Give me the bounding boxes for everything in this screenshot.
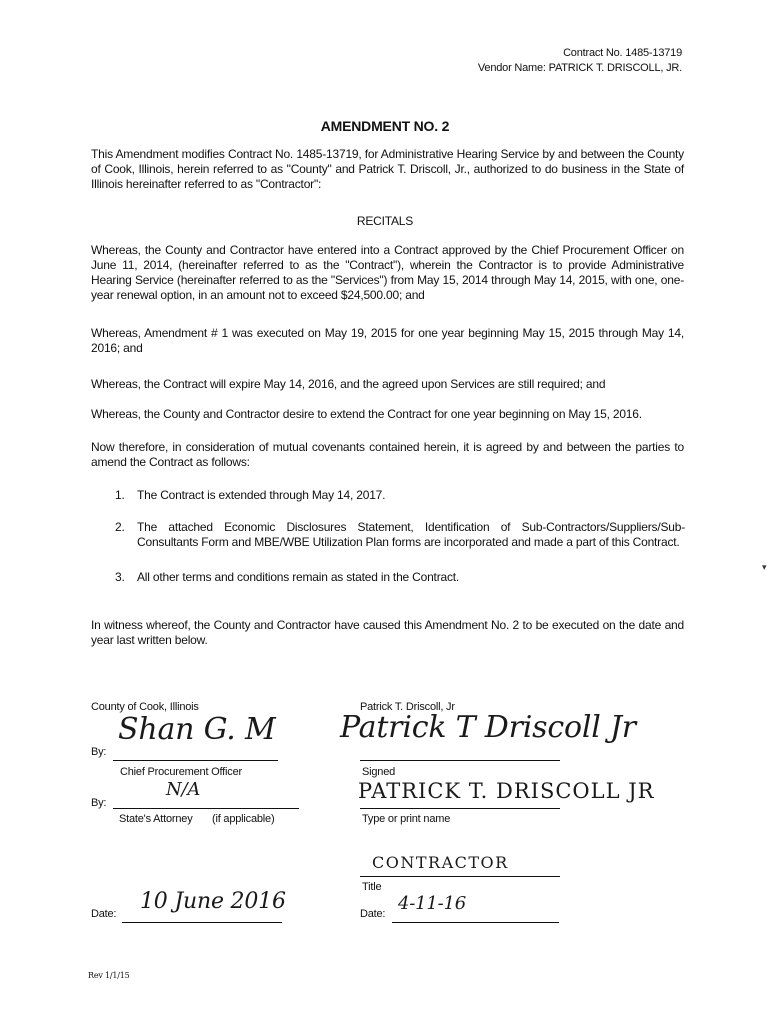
contractor-party-label: Patrick T. Driscoll, Jr (360, 701, 455, 713)
vendor-name: Vendor Name: PATRICK T. DRISCOLL, JR. (477, 62, 682, 74)
date-line (122, 922, 282, 923)
contractor-signature: Patrick T Driscoll Jr (340, 710, 636, 745)
by-label: By: (91, 797, 107, 809)
cpo-role-label: Chief Procurement Officer (120, 766, 242, 778)
recital-paragraph: Whereas, the Contract will expire May 14, 2016, and the agreed upon Services are still required; and (91, 377, 606, 391)
county-party-label: County of Cook, Illinois (91, 701, 199, 713)
document-title: AMENDMENT NO. 2 (320, 118, 450, 134)
title-line (360, 876, 560, 877)
date-label: Date: (360, 908, 386, 920)
date-label: Date: (91, 908, 117, 920)
signed-label: Signed (362, 766, 396, 778)
title-label: Title (362, 881, 382, 893)
contractor-date-handwritten: 4-11-16 (398, 893, 467, 914)
item-text: The Contract is extended through May 14, 2017. (137, 488, 386, 502)
recital-paragraph: Whereas, Amendment # 1 was executed on May 19, 2015 for one year beginning May 15, 2015 through May 14, 2016; and (91, 326, 684, 355)
print-name-label: Type or print name (362, 813, 451, 825)
now-therefore-paragraph: Now therefore, in consideration of mutual covenants contained herein, it is agreed by and between the parties to amend the Contract as follows: (91, 440, 684, 469)
item-number: 3. (115, 570, 125, 584)
signature-line (360, 760, 560, 761)
name-line (360, 808, 560, 809)
attorney-note-label: (if applicable) (212, 813, 275, 825)
margin-mark: ▾ (762, 562, 767, 572)
printed-name-handwritten: PATRICK T. DRISCOLL JR (358, 779, 655, 803)
by-label: By: (91, 746, 107, 758)
intro-paragraph: This Amendment modifies Contract No. 1485-13719, for Administrative Hearing Service by and between the County of Cook, Illinois, herein referred to as "County" and Patrick T. Driscoll, Jr., authorized to do business in the State of Illinois hereinafter referred to as "Contractor": (91, 147, 684, 191)
attorney-role-label: State's Attorney (119, 813, 193, 825)
recitals-heading: RECITALS (356, 214, 414, 228)
document-header (478, 46, 682, 76)
signature-line (113, 760, 278, 761)
title-handwritten: CONTRACTOR (372, 853, 509, 872)
item-number: 2. (115, 520, 125, 534)
cpo-signature: Shan G. M (118, 712, 276, 747)
revision-footer: Rev 1/1/15 (88, 971, 130, 980)
item-number: 1. (115, 488, 125, 502)
contract-number: Contract No. 1485-13719 (563, 47, 682, 59)
signature-line (113, 808, 299, 809)
attorney-signature: N/A (166, 779, 201, 800)
item-text: The attached Economic Disclosures Statement, Identification of Sub-Contractors/Suppliers/Sub-Consultants Form and MBE/WBE Utilization Plan forms are incorporated and made a part of this Contract. (137, 520, 685, 549)
witness-paragraph: In witness whereof, the County and Contractor have caused this Amendment No. 2 to be executed on the date and year last written below. (91, 618, 684, 647)
date-line (392, 922, 559, 923)
item-text: All other terms and conditions remain as stated in the Contract. (137, 570, 460, 584)
recital-paragraph: Whereas, the County and Contractor have entered into a Contract approved by the Chief Procurement Officer on June 11, 2014, (hereinafter referred to as the "Contract"), wherein the Contractor is to provide Administrative Hearing Service (hereinafter referred to as the "Services") from May 15, 2014 through May 14, 2015, with one, one-year renewal option, in an amount not to exceed $24,500.00; and (91, 243, 684, 302)
county-date-handwritten: 10 June 2016 (140, 889, 286, 914)
recital-paragraph: Whereas, the County and Contractor desire to extend the Contract for one year beginning on May 15, 2016. (91, 407, 642, 421)
